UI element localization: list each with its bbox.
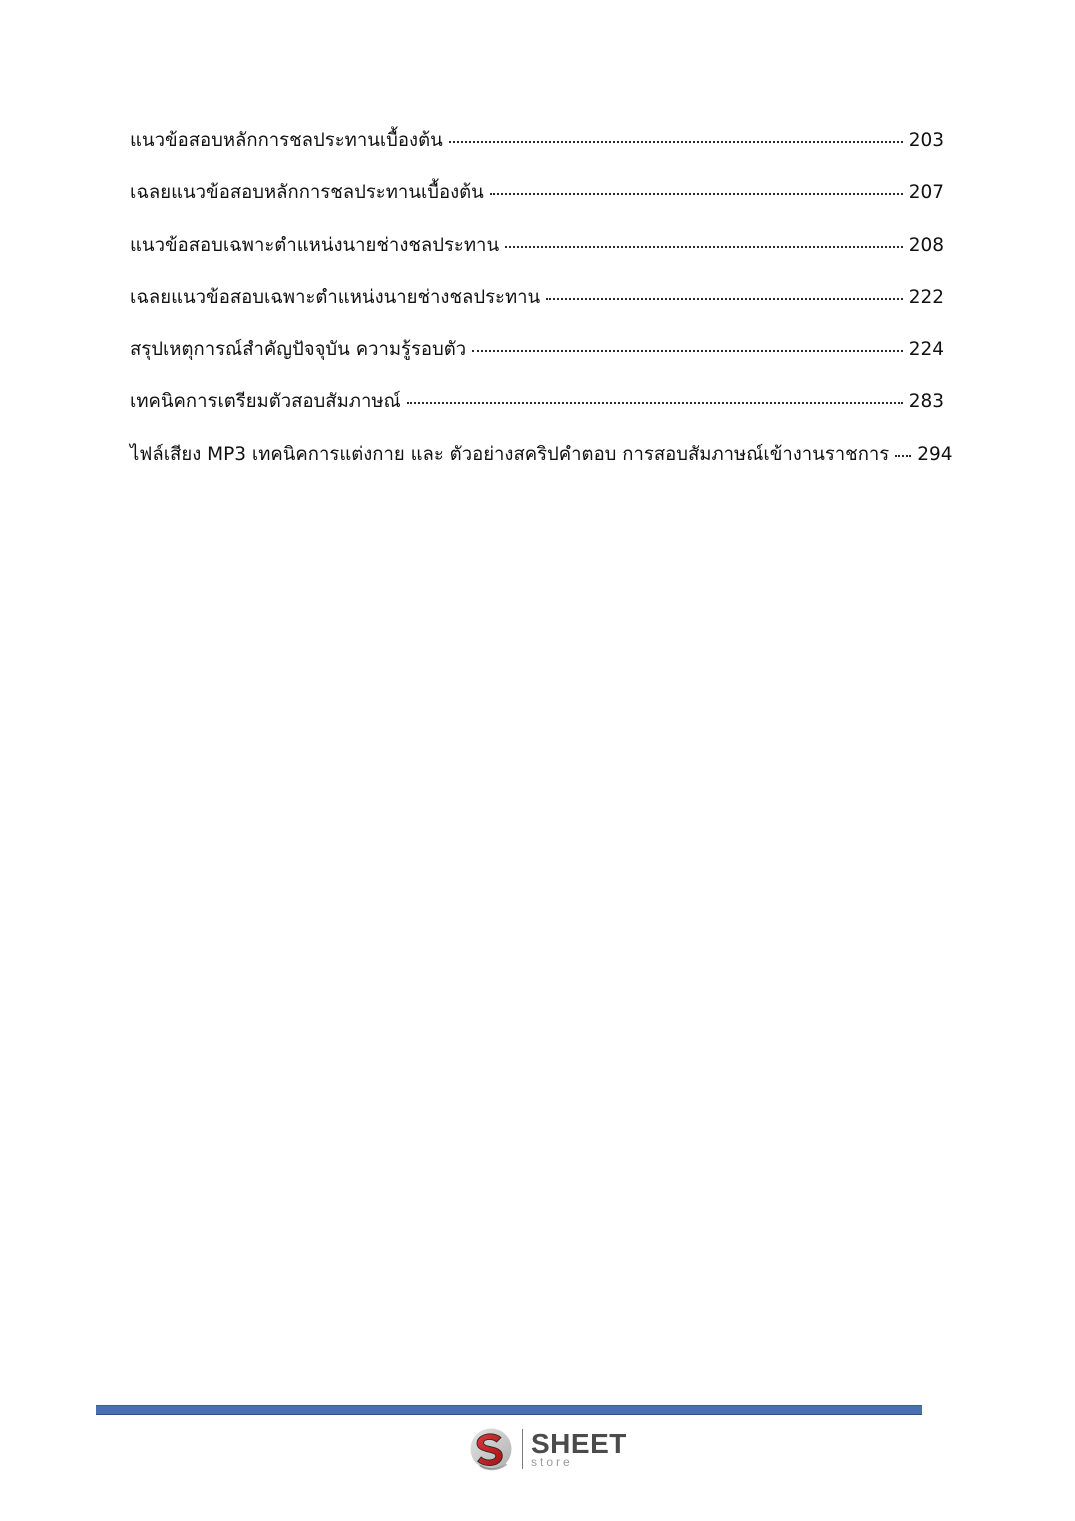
toc-entry-title: แนวข้อสอบเฉพาะตำแหน่งนายช่างชลประทาน bbox=[130, 234, 500, 256]
table-of-contents bbox=[130, 130, 953, 496]
toc-entry-page: 283 bbox=[908, 391, 944, 413]
logo-sub-text: store bbox=[531, 1455, 573, 1469]
logo-wordmark bbox=[531, 1430, 627, 1468]
toc-entry[interactable] bbox=[130, 182, 944, 234]
toc-dot-leader bbox=[407, 402, 903, 404]
toc-entry[interactable] bbox=[130, 443, 953, 496]
toc-entry-page: 208 bbox=[908, 234, 944, 256]
toc-entry[interactable] bbox=[130, 130, 944, 182]
footer-logo bbox=[468, 1426, 627, 1472]
footer-rule bbox=[96, 1405, 922, 1415]
toc-dot-leader bbox=[895, 455, 911, 457]
toc-entry[interactable] bbox=[130, 235, 944, 287]
toc-dot-leader bbox=[449, 141, 903, 143]
toc-entry[interactable] bbox=[130, 339, 944, 391]
toc-entry-page: 222 bbox=[908, 286, 944, 308]
toc-entry[interactable] bbox=[130, 391, 944, 443]
logo-divider bbox=[522, 1429, 523, 1469]
logo-brand-text: SHEET bbox=[531, 1428, 627, 1459]
toc-dot-leader bbox=[546, 298, 902, 300]
toc-entry-page: 203 bbox=[908, 130, 944, 151]
toc-entry[interactable] bbox=[130, 287, 944, 339]
toc-entry-title: เฉลยแนวข้อสอบเฉพาะตำแหน่งนายช่างชลประทาน bbox=[130, 286, 541, 308]
toc-entry-title: เฉลยแนวข้อสอบหลักการชลประทานเบื้องต้น bbox=[130, 182, 484, 204]
toc-dot-leader bbox=[472, 350, 903, 352]
toc-entry-page: 207 bbox=[908, 182, 944, 204]
toc-entry-title: เทคนิคการเตรียมตัวสอบสัมภาษณ์ bbox=[130, 391, 401, 413]
sheet-store-s-logo-icon bbox=[468, 1426, 514, 1472]
toc-entry-page: 294 bbox=[917, 443, 953, 465]
toc-entry-title: สรุปเหตุการณ์สำคัญปัจจุบัน ความรู้รอบตัว bbox=[130, 339, 467, 361]
toc-dot-leader bbox=[505, 246, 903, 248]
toc-entry-page: 224 bbox=[908, 339, 944, 361]
toc-dot-leader bbox=[490, 193, 903, 195]
toc-entry-title: แนวข้อสอบหลักการชลประทานเบื้องต้น bbox=[130, 130, 443, 151]
toc-entry-title: ไฟล์เสียง MP3 เทคนิคการแต่งกาย และ ตัวอย่างสคริปคำตอบ การสอบสัมภาษณ์เข้างานราชการ bbox=[130, 443, 890, 465]
